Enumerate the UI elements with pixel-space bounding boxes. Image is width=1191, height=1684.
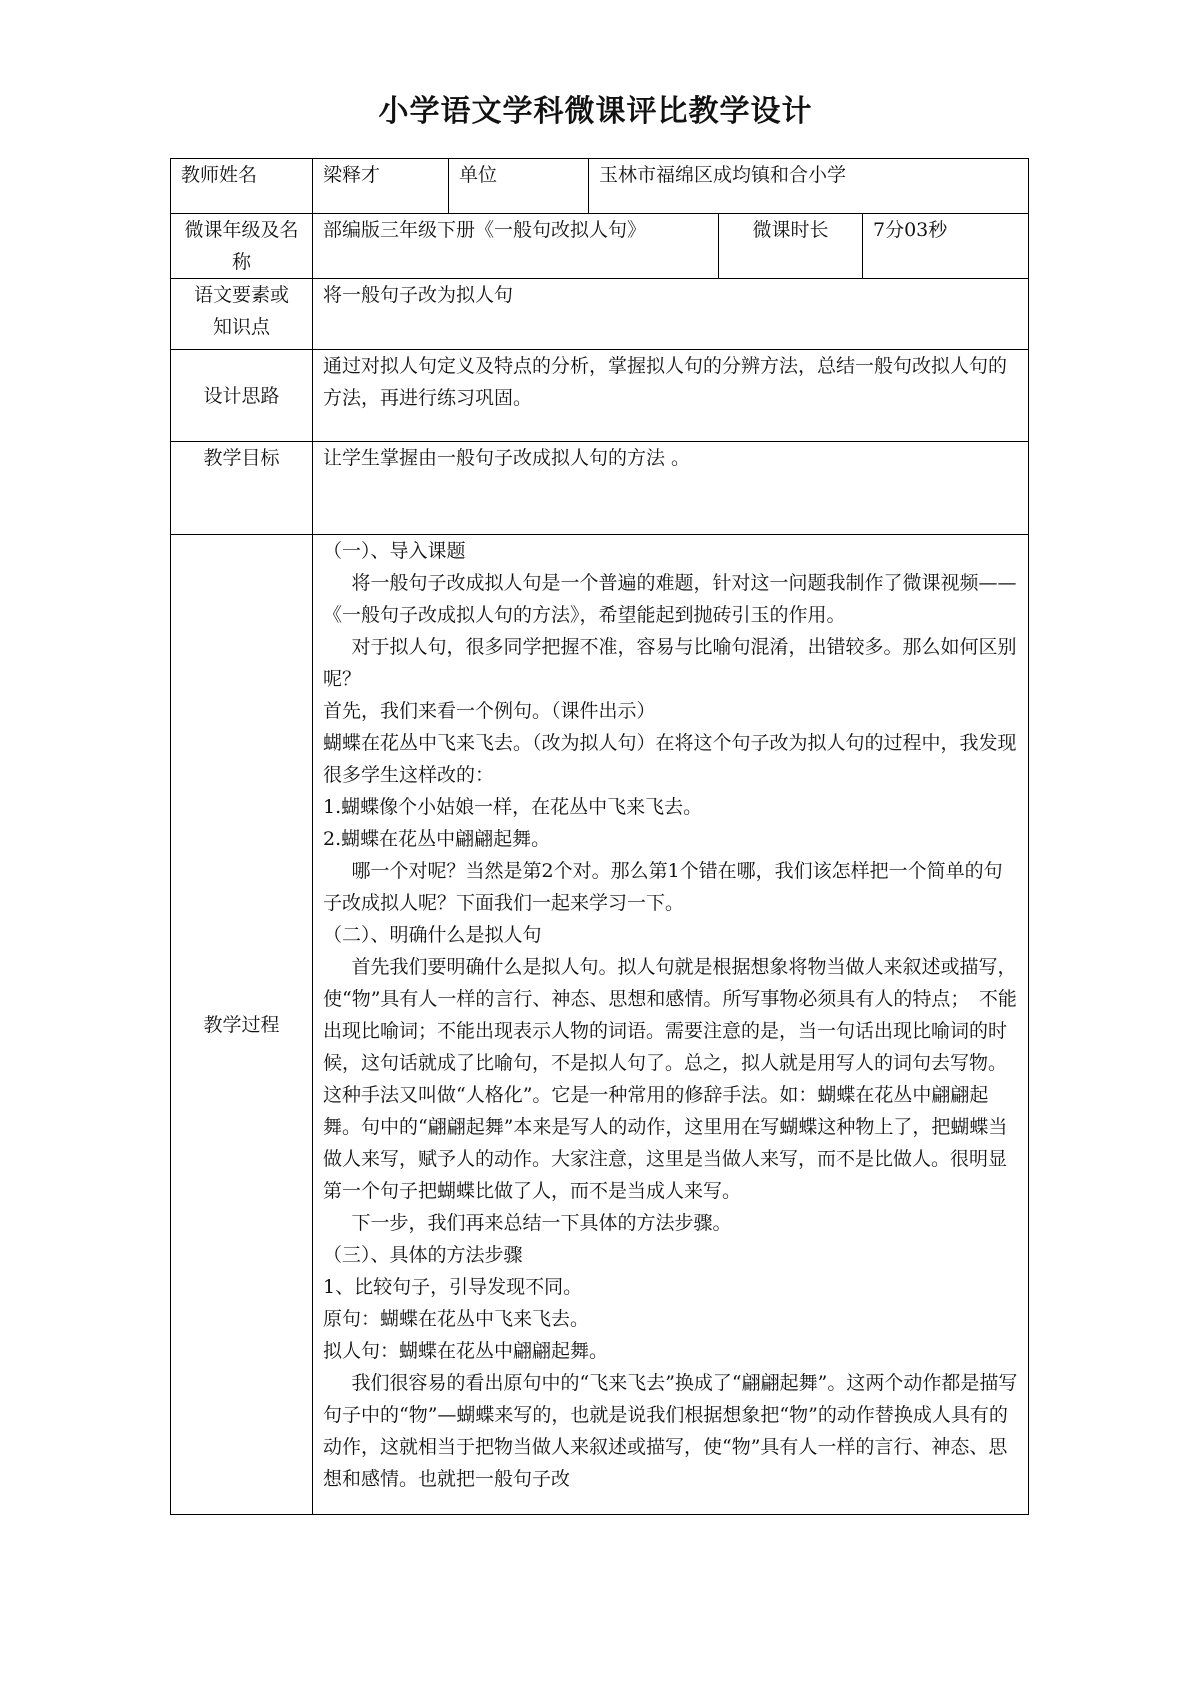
row-design — [171, 350, 1029, 442]
duration-label: 微课时长 — [719, 214, 863, 279]
process-original-sentence: 原句：蝴蝶在花丛中飞来飞去。 — [323, 1308, 590, 1330]
teacher-name-label: 教师姓名 — [171, 159, 313, 214]
process-example-2: 2.蝴蝶在花丛中翩翩起舞。 — [323, 828, 551, 850]
process-heading-1: （一）、导入课题 — [323, 540, 466, 562]
unit-value: 玉林市福绵区成均镇和合小学 — [589, 159, 1029, 214]
process-content — [313, 535, 1029, 1515]
process-paragraph: 首先，我们来看一个例句。（课件出示） — [323, 700, 656, 722]
duration-value: 7分03秒 — [863, 214, 1029, 279]
process-paragraph: 首先我们要明确什么是拟人句。拟人句就是根据想象将物当做人来叙述或描写，使“物”具有人一样的言行、神态、思想和感情。所写事物必须具有人的特点； 不能出现比喻词；不能出现表示人物的词语。需要注意的是，当一句话出现比喻词的时候，这句话就成了比喻句，不是拟人句了。总之，拟人就是用写人的词句去写物。这种手法又叫做“人格化”。它是一种常用的修辞手法。如：蝴蝶在花丛中翩翩起舞。句中的“翩翩起舞”本来是写人的动作，这里用在写蝴蝶这种物上了，把蝴蝶当做人来写，赋予人的动作。大家注意，这里是当做人来写，而不是比做人。很明显第一个句子把蝴蝶比做了人，而不是当成人来写。 — [323, 956, 1017, 1202]
process-paragraph: 蝴蝶在花丛中飞来飞去。（改为拟人句）在将这个句子改为拟人句的过程中，我发现很多学生这样改的： — [323, 732, 1017, 786]
grade-name-label: 微课年级及名称 — [171, 214, 313, 279]
process-personified-sentence: 拟人句：蝴蝶在花丛中翩翩起舞。 — [323, 1340, 609, 1362]
row-process — [171, 535, 1029, 1515]
process-paragraph: 哪一个对呢？当然是第2个对。那么第1个错在哪，我们该怎样把一个简单的句子改成拟人呢？下面我们一起来学习一下。 — [323, 860, 1003, 914]
row-objective — [171, 442, 1029, 535]
objective-label: 教学目标 — [171, 442, 313, 535]
knowledge-value: 将一般句子改为拟人句 — [313, 279, 1029, 350]
row-teacher — [171, 159, 1029, 214]
unit-label: 单位 — [449, 159, 589, 214]
process-heading-3: （三）、具体的方法步骤 — [323, 1244, 523, 1266]
row-grade — [171, 214, 1029, 279]
process-paragraph: 下一步，我们再来总结一下具体的方法步骤。 — [351, 1212, 732, 1234]
process-step: 1、比较句子，引导发现不同。 — [323, 1276, 583, 1298]
lesson-design-table — [170, 158, 1029, 1515]
knowledge-label: 语文要素或知识点 — [171, 279, 313, 350]
row-knowledge — [171, 279, 1029, 350]
process-example-1: 1.蝴蝶像个小姑娘一样，在花丛中飞来飞去。 — [323, 796, 703, 818]
design-idea-label: 设计思路 — [171, 350, 313, 442]
teacher-name-value: 梁释才 — [313, 159, 449, 214]
document-title: 小学语文学科微课评比教学设计 — [378, 94, 813, 129]
process-heading-2: （二）、明确什么是拟人句 — [323, 924, 542, 946]
objective-value: 让学生掌握由一般句子改成拟人句的方法 。 — [313, 442, 1029, 535]
process-paragraph: 对于拟人句，很多同学把握不准，容易与比喻句混淆，出错较多。那么如何区别呢？ — [323, 636, 1017, 690]
design-idea-value: 通过对拟人句定义及特点的分析，掌握拟人句的分辨方法，总结一般句改拟人句的方法，再进行练习巩固。 — [313, 350, 1029, 442]
grade-name-value: 部编版三年级下册《一般句改拟人句》 — [313, 214, 719, 279]
process-paragraph: 将一般句子改成拟人句是一个普遍的难题，针对这一问题我制作了微课视频——《一般句子改成拟人句的方法》，希望能起到抛砖引玉的作用。 — [323, 572, 1017, 626]
process-paragraph: 我们很容易的看出原句中的“飞来飞去”换成了“翩翩起舞”。这两个动作都是描写句子中的“物”—蝴蝶来写的，也就是说我们根据想象把“物”的动作替换成人具有的动作，这就相当于把物当做人来叙述或描写，使“物”具有人一样的言行、神态、思想和感情。也就把一般句子改 — [323, 1372, 1018, 1490]
process-label: 教学过程 — [171, 535, 313, 1515]
